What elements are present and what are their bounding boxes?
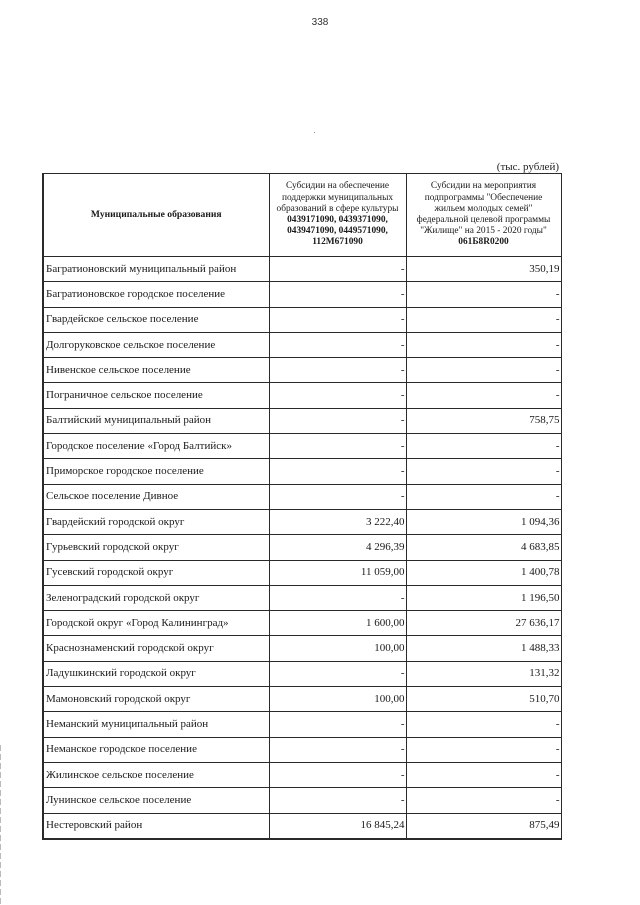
housing-subsidy-cell: 758,75	[406, 408, 561, 433]
housing-subsidy-cell: 131,32	[406, 661, 561, 686]
municipality-name-cell: Жилинское сельское поселение	[43, 762, 269, 787]
municipality-name-cell: Городское поселение «Город Балтийск»	[43, 434, 269, 459]
culture-subsidy-cell: 11 059,00	[269, 560, 406, 585]
housing-subsidy-cell: 1 400,78	[406, 560, 561, 585]
table-row	[43, 358, 561, 383]
table-row	[43, 535, 561, 560]
culture-subsidy-cell: 4 296,39	[269, 535, 406, 560]
culture-subsidy-cell: 16 845,24	[269, 813, 406, 839]
municipality-name-cell: Сельское поселение Дивное	[43, 484, 269, 509]
header-municipality: Муниципальные образования	[43, 174, 269, 257]
header-culture-subsidy	[269, 174, 406, 257]
municipality-name-cell: Долгоруковское сельское поселение	[43, 332, 269, 357]
municipality-name-cell: Нивенское сельское поселение	[43, 358, 269, 383]
municipality-name-cell: Багратионовский муниципальный район	[43, 257, 269, 282]
table-row	[43, 560, 561, 585]
culture-subsidy-cell: -	[269, 459, 406, 484]
municipality-name-cell: Гурьевский городской округ	[43, 535, 269, 560]
culture-subsidy-cell: 100,00	[269, 687, 406, 712]
housing-subsidy-cell: 1 488,33	[406, 636, 561, 661]
culture-subsidy-cell: -	[269, 282, 406, 307]
housing-subsidy-cell: 350,19	[406, 257, 561, 282]
municipality-name-cell: Гвардейский городской округ	[43, 509, 269, 534]
culture-subsidy-cell: -	[269, 661, 406, 686]
table-row	[43, 459, 561, 484]
municipality-name-cell: Пограничное сельское поселение	[43, 383, 269, 408]
municipality-name-cell: Нестеровский район	[43, 813, 269, 839]
header-housing-description: Субсидии на мероприятия подпрограммы "Обеспечение жильем молодых семей" федеральной целевой программы "Жилище" на 2015 - 2020 годы"	[416, 181, 551, 237]
municipality-name-cell: Неманское городское поселение	[43, 737, 269, 762]
table-row	[43, 712, 561, 737]
header-culture-description: Субсидии на обеспечение поддержки муниципальных образований в сфере культуры	[276, 181, 399, 214]
table-row	[43, 762, 561, 787]
housing-subsidy-cell: 875,49	[406, 813, 561, 839]
municipality-name-cell: Мамоновский городской округ	[43, 687, 269, 712]
municipality-name-cell: Багратионовское городское поселение	[43, 282, 269, 307]
table-row	[43, 788, 561, 813]
culture-subsidy-cell: -	[269, 484, 406, 509]
culture-subsidy-cell: -	[269, 434, 406, 459]
municipality-name-cell: Краснознаменский городской округ	[43, 636, 269, 661]
housing-subsidy-cell: 27 636,17	[406, 611, 561, 636]
table-row	[43, 434, 561, 459]
housing-subsidy-cell: -	[406, 332, 561, 357]
housing-subsidy-cell: -	[406, 762, 561, 787]
housing-subsidy-cell: 4 683,85	[406, 535, 561, 560]
table-row	[43, 813, 561, 839]
culture-subsidy-cell: -	[269, 762, 406, 787]
municipality-name-cell: Ладушкинский городской округ	[43, 661, 269, 686]
municipality-name-cell: Городской округ «Город Калининград»	[43, 611, 269, 636]
culture-subsidy-cell: -	[269, 712, 406, 737]
table-row	[43, 257, 561, 282]
table-body	[43, 257, 561, 839]
table-header-row	[43, 174, 561, 257]
municipality-name-cell: Зеленоградский городской округ	[43, 585, 269, 610]
housing-subsidy-cell: -	[406, 712, 561, 737]
table-row	[43, 661, 561, 686]
housing-subsidy-cell: 1 196,50	[406, 585, 561, 610]
municipality-name-cell: Неманский муниципальный район	[43, 712, 269, 737]
municipality-name-cell: Балтийский муниципальный район	[43, 408, 269, 433]
table-row	[43, 383, 561, 408]
header-housing-subsidy	[406, 174, 561, 257]
table-row	[43, 611, 561, 636]
table-row	[43, 687, 561, 712]
culture-subsidy-cell: -	[269, 408, 406, 433]
culture-subsidy-cell: -	[269, 358, 406, 383]
housing-subsidy-cell: -	[406, 434, 561, 459]
culture-subsidy-cell: 100,00	[269, 636, 406, 661]
municipality-name-cell: Гвардейское сельское поселение	[43, 307, 269, 332]
municipality-name-cell: Лунинское сельское поселение	[43, 788, 269, 813]
culture-subsidy-cell: -	[269, 585, 406, 610]
scan-edge	[0, 745, 1, 905]
culture-subsidy-cell: -	[269, 332, 406, 357]
table-row	[43, 307, 561, 332]
table-row	[43, 332, 561, 357]
culture-subsidy-cell: -	[269, 257, 406, 282]
culture-subsidy-cell: -	[269, 788, 406, 813]
housing-subsidy-cell: -	[406, 459, 561, 484]
table-row	[43, 484, 561, 509]
table-row	[43, 509, 561, 534]
header-housing-codes: 061Б8R0200	[458, 237, 509, 248]
table-row	[43, 585, 561, 610]
housing-subsidy-cell: 510,70	[406, 687, 561, 712]
housing-subsidy-cell: -	[406, 484, 561, 509]
header-culture-codes: 0439171090, 0439371090, 0439471090, 0449571090, 112M671090	[287, 215, 388, 248]
units-label: (тыс. рублей)	[496, 161, 559, 173]
scan-artifact	[314, 132, 315, 133]
table-row	[43, 282, 561, 307]
municipality-name-cell: Гусевский городской округ	[43, 560, 269, 585]
table-row	[43, 737, 561, 762]
housing-subsidy-cell: -	[406, 788, 561, 813]
culture-subsidy-cell: 3 222,40	[269, 509, 406, 534]
culture-subsidy-cell: -	[269, 383, 406, 408]
housing-subsidy-cell: -	[406, 358, 561, 383]
housing-subsidy-cell: -	[406, 737, 561, 762]
page-number: 338	[311, 17, 329, 28]
culture-subsidy-cell: 1 600,00	[269, 611, 406, 636]
municipality-name-cell: Приморское городское поселение	[43, 459, 269, 484]
subsidies-table	[42, 173, 562, 840]
housing-subsidy-cell: -	[406, 383, 561, 408]
housing-subsidy-cell: 1 094,36	[406, 509, 561, 534]
culture-subsidy-cell: -	[269, 307, 406, 332]
housing-subsidy-cell: -	[406, 307, 561, 332]
culture-subsidy-cell: -	[269, 737, 406, 762]
table-row	[43, 408, 561, 433]
housing-subsidy-cell: -	[406, 282, 561, 307]
table-row	[43, 636, 561, 661]
